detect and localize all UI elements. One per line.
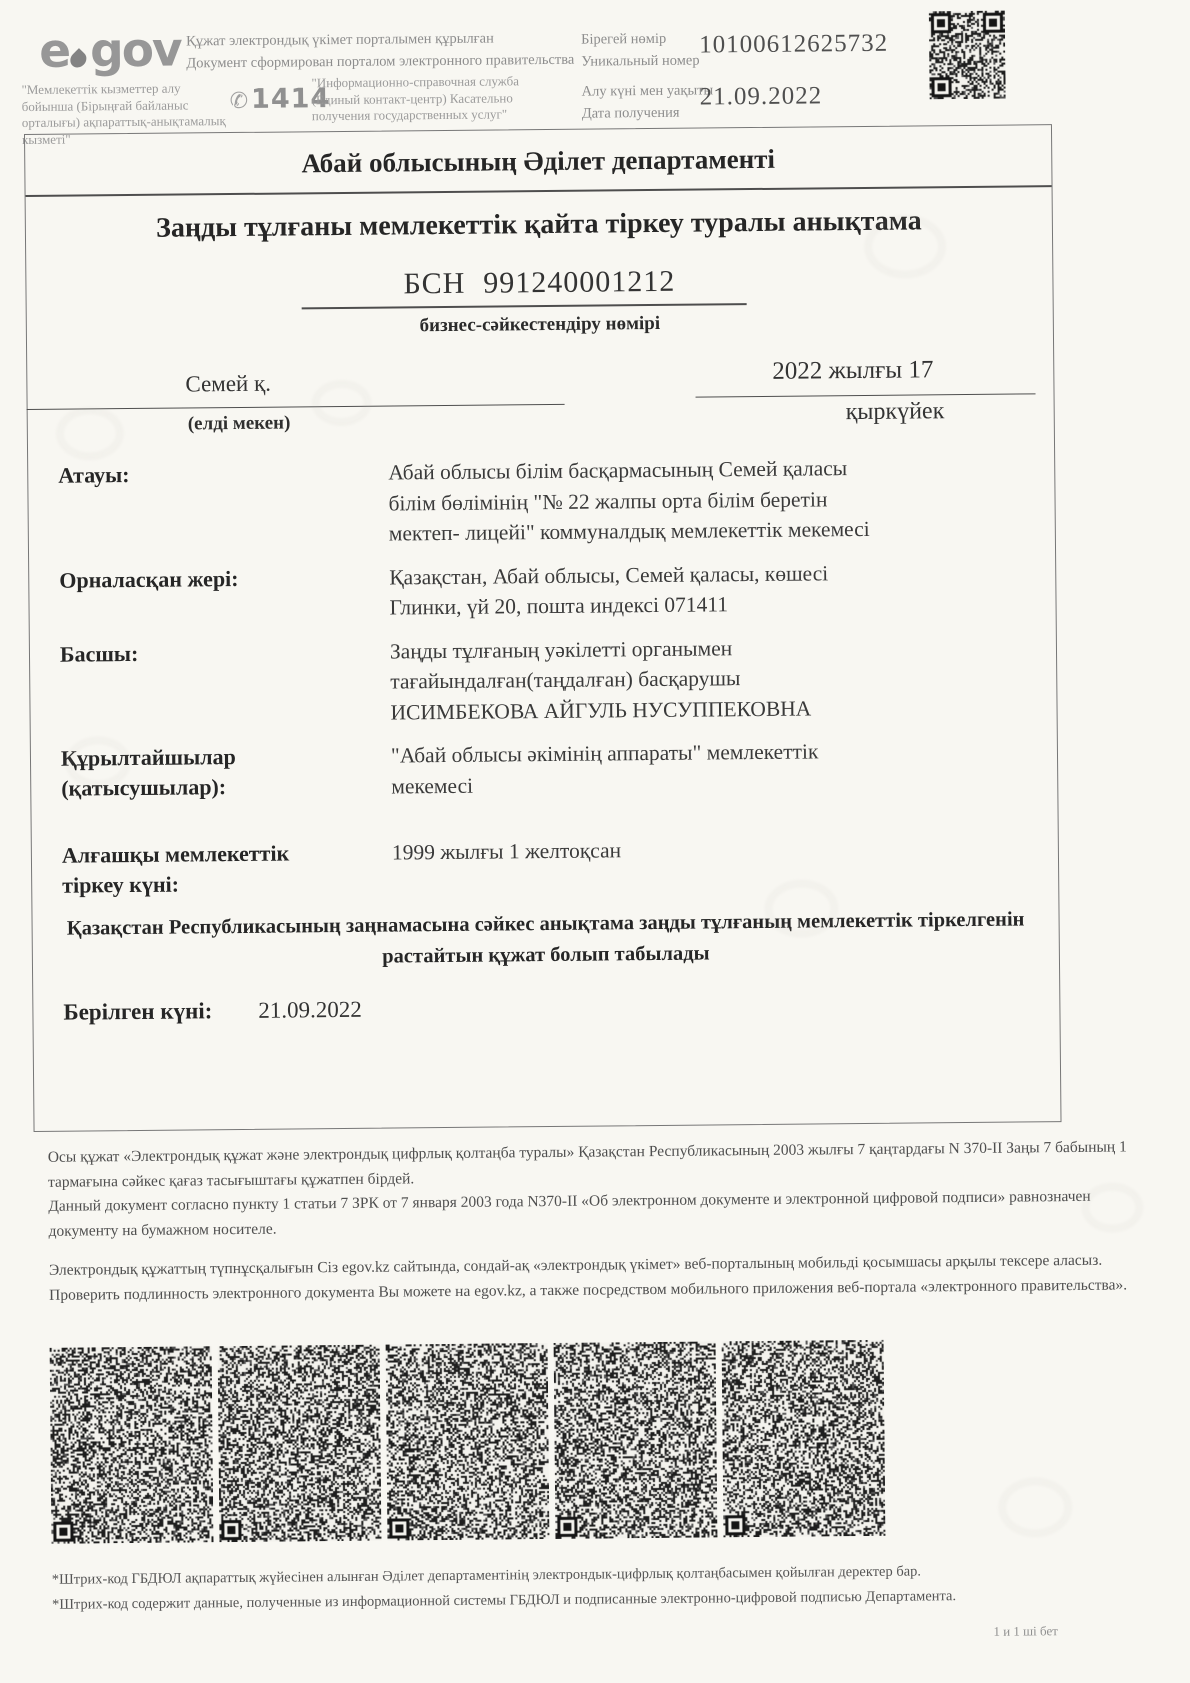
legal-notes <box>48 1135 1160 1308</box>
issued-label: Берілген күні: <box>63 998 213 1025</box>
field-row-location <box>29 556 1056 627</box>
field-value: Абай облысы білім басқармасының Семей қаласы білім бөлімінің "№ 22 жалпы орта білім беретін мектеп- лицейі" коммуналдық мемлекеттік мекемесі <box>388 456 870 546</box>
place-caption: (елді мекен) <box>187 412 291 435</box>
receive-date-label-ru: Дата получения <box>581 104 680 122</box>
receive-date-value: 21.09.2022 <box>699 82 823 111</box>
department-title: Абай облысының Әділет департаменті <box>25 125 1052 197</box>
phone-number: 1414 <box>250 83 331 115</box>
receive-date-label-kk: Алу күні мен уақыты <box>581 82 714 100</box>
bsn-caption: бизнес-сәйкестендіру нөмірі <box>419 312 661 337</box>
barcode-footnote-kk: *Штрих-код ГБДЮЛ ақпараттық жүйесінен алынған Әділет департаментінің электрондык-цифрлық қолтаңбасымен қойылған деректер бар. <box>51 1563 922 1588</box>
field-row-head <box>30 630 1057 731</box>
receive-date-labels <box>582 79 714 124</box>
portal-created-note <box>186 27 576 75</box>
place-underline <box>27 404 565 410</box>
legal-statement: Қазақстан Республикасының заңнамасына сәйкес анықтама заңды тұлғаның мемлекеттік тіркелгенін растайтын құжат болып табылады <box>66 908 1025 968</box>
unique-number-labels <box>581 28 700 73</box>
egov-logo-gov: gov <box>89 22 181 79</box>
portal-created-kk: Құжат электрондық үкімет порталымен құрылған <box>186 30 494 50</box>
egov-logo <box>39 23 181 79</box>
barcode-block <box>722 1340 886 1538</box>
place-and-date-row <box>27 355 1054 453</box>
egov-drop-icon <box>67 48 90 71</box>
field-label: Атауы: <box>58 462 130 488</box>
bsn-label: БСН <box>403 266 466 301</box>
barcode-block <box>50 1346 214 1544</box>
legal-para2-ru: Проверить подлинность электронного документа Вы можете на egov.kz, а также посредством мобильного приложения веб-портала «электронного правительства». <box>49 1275 1128 1304</box>
field-value: Заңды тұлғаның уәкілетті органымен тағайындалған(таңдалған) басқарушы ИСИМБЕКОВА АЙГУЛЬ НУСУППЕКОВНА <box>389 635 812 725</box>
phone-icon: ✆ <box>229 88 250 115</box>
signature-barcode-strip <box>50 1340 886 1544</box>
field-row-name <box>28 451 1055 552</box>
unique-number-label-kk: Бірегей нөмір <box>581 30 667 48</box>
egov-logo-e: e <box>38 23 70 79</box>
watermark-artifact <box>999 1478 1072 1537</box>
barcode-block <box>218 1345 382 1543</box>
registration-date-line2: қыркүйек <box>845 398 945 426</box>
issued-date: 21.09.2022 <box>258 996 362 1023</box>
unique-number-label-ru: Уникальный номер <box>581 52 700 70</box>
registration-date-line1: 2022 жылғы 17 <box>772 356 934 385</box>
contact-center-note-ru: "Информационно-справочная служба (Единый контакт-центр) Касательно получения государственных услуг" <box>311 73 520 124</box>
field-value: Қазақстан, Абай облысы, Семей қаласы, көшесі Глинки, үй 20, пошта индексі 071411 <box>389 560 829 620</box>
field-label: Алғашқы мемлекеттік тіркеу күні: <box>61 840 290 898</box>
portal-created-ru: Документ сформирован порталом электронного правительства <box>186 51 575 72</box>
field-row-founders <box>31 734 1058 805</box>
document-frame <box>24 124 1062 1132</box>
field-value: 1999 жылғы 1 желтоқсан <box>391 838 622 865</box>
qr-code <box>929 11 1006 100</box>
field-label: Орналасқан жері: <box>59 565 239 593</box>
barcode-block <box>386 1343 550 1541</box>
barcode-footnote-ru: *Штрих-код содержит данные, полученные из информационной системы ГБДЮЛ и подписанные электронно-цифровой подписью Департамента. <box>52 1588 957 1613</box>
field-label: Құрылтайшылар (қатысушылар): <box>60 744 236 801</box>
field-label: Басшы: <box>59 640 139 667</box>
place-value: Семей қ. <box>185 370 272 397</box>
barcode-footnotes <box>52 1557 1157 1618</box>
field-value: "Абай облысы әкімінің аппараты" мемлекеттік мекемесі <box>390 739 819 799</box>
legal-para1-kk: Осы құжат «Электрондық құжат және электрондық цифрлық қолтаңба туралы» Қазақстан Республикасының 2003 жылғы 7 қаңтардағы N 370-II Заңы 7 бабының 1 тармағына сәйкес қағаз тасығыштағы құжатпен бірдей. <box>47 1138 1127 1191</box>
document-title: Заңды тұлғаны мемлекеттік қайта тіркеу туралы анықтама <box>155 205 922 244</box>
unique-number-value: 10100612625732 <box>699 29 889 59</box>
contact-center-note-kk: "Мемлекеттік кызметтер алу бойынша (Бірыңғай байланыс орталығы) ақпараттық-анықтамалық кызметі" <box>21 80 226 147</box>
bsn-underline <box>302 303 747 309</box>
bsn-row <box>26 261 1052 305</box>
barcode-block <box>554 1341 718 1539</box>
legal-para2-kk: Электрондық құжаттың түпнұсқалығын Сіз egov.kz сайтында, сондай-ақ «электрондық үкімет» веб-порталының мобильді қосымшасы арқылы тексере аласыз. <box>48 1251 1103 1279</box>
issued-row <box>63 990 1059 1026</box>
registration-date-underline <box>696 393 1036 397</box>
fields-list <box>28 451 1058 901</box>
field-row-first-registration <box>32 831 1059 901</box>
page-indicator: 1 и 1 ші бет <box>993 1623 1058 1639</box>
bsn-number: 991240001212 <box>483 264 676 300</box>
legal-para1-ru: Данный документ согласно пункту 1 статьи 7 ЗРК от 7 января 2003 года N370-II «Об электронном документе и электронной цифровой подписи» равнозначен документу на бумажном носителе. <box>48 1187 1091 1240</box>
